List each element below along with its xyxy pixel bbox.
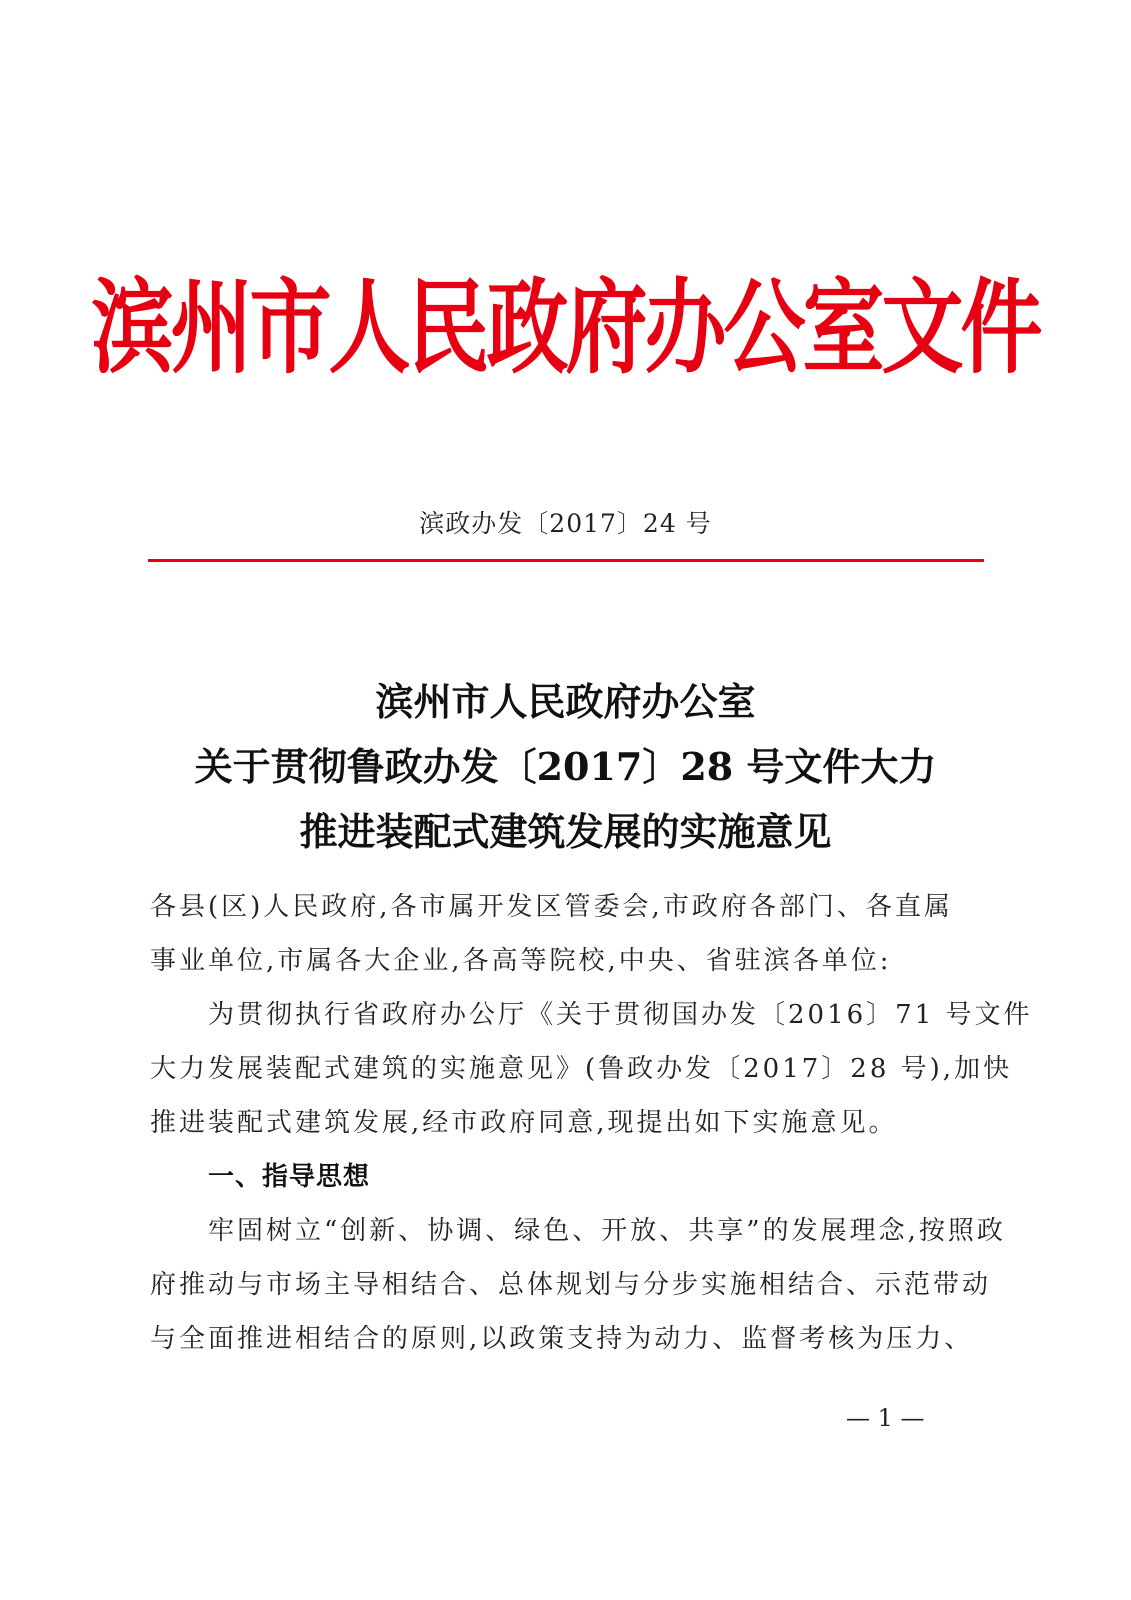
addressee-line-2: 事业单位,市属各大企业,各高等院校,中央、省驻滨各单位:	[150, 946, 892, 976]
intro-paragraph-line-1: 为贯彻执行省政府办公厅《关于贯彻国办发〔2016〕71 号文件	[150, 1000, 1033, 1030]
section-paragraph-line-1: 牢固树立“创新、协调、绿色、开放、共享”的发展理念,按照政	[150, 1216, 1006, 1246]
section-heading-guiding-ideology: 一、指导思想	[208, 1162, 371, 1192]
red-separator-line	[148, 559, 984, 562]
intro-paragraph-line-3: 推进装配式建筑发展,经市政府同意,现提出如下实施意见。	[150, 1108, 898, 1138]
addressee-line-1: 各县(区)人民政府,各市属开发区管委会,市政府各部门、各直属	[150, 892, 953, 922]
document-number: 滨政办发〔2017〕24 号	[419, 509, 712, 538]
issuer-banner: 滨州市人民政府办公室文件	[91, 268, 1040, 388]
intro-paragraph-line-2: 大力发展装配式建筑的实施意见》(鲁政办发〔2017〕28 号),加快	[150, 1054, 1013, 1084]
page-number: — 1 —	[846, 1404, 925, 1432]
document-title-line-2: 关于贯彻鲁政办发〔2017〕28 号文件大力	[194, 744, 937, 789]
section-paragraph-line-3: 与全面推进相结合的原则,以政策支持为动力、监督考核为压力、	[150, 1324, 974, 1354]
section-paragraph-line-2: 府推动与市场主导相结合、总体规划与分步实施相结合、示范带动	[150, 1270, 992, 1300]
document-title-line-3: 推进装配式建筑发展的实施意见	[299, 809, 832, 854]
document-title-line-1: 滨州市人民政府办公室	[375, 679, 756, 724]
